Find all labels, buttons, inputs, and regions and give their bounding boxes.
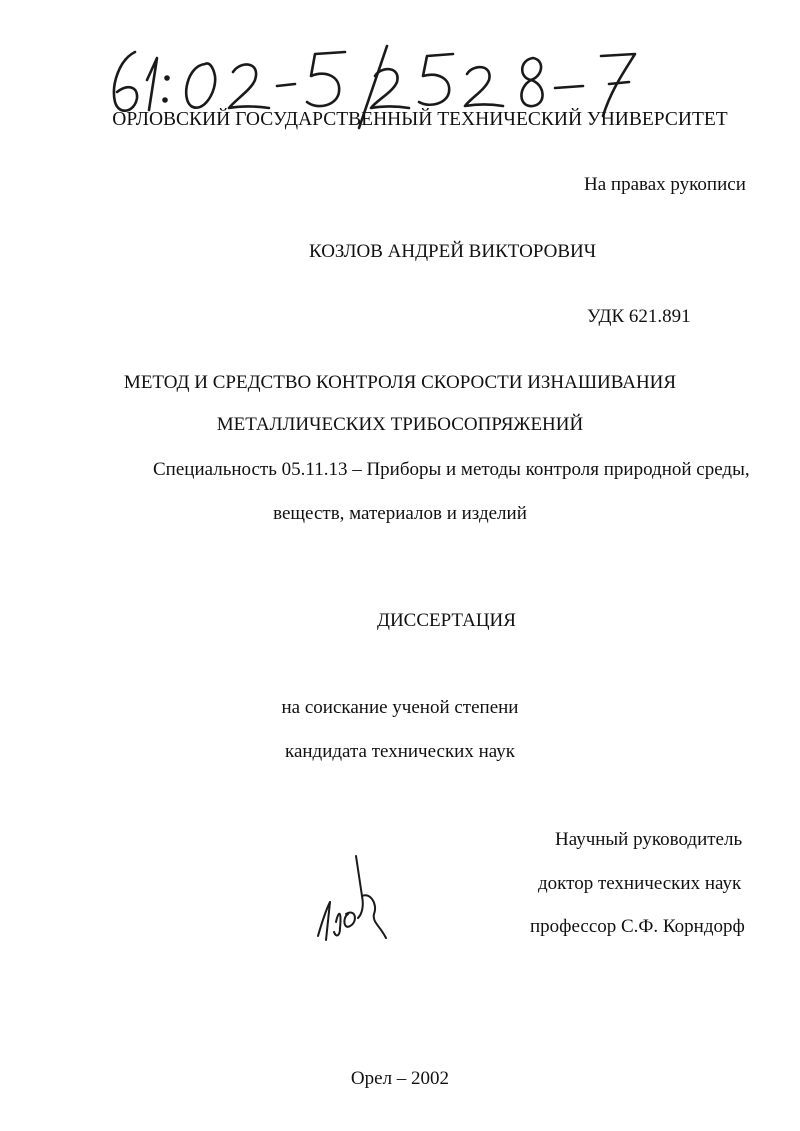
university-name: ОРЛОВСКИЙ ГОСУДАРСТВЕННЫЙ ТЕХНИЧЕСКИЙ УНИВЕРСИТЕТ — [112, 109, 728, 130]
degree-line-1: на соискание ученой степени — [281, 697, 519, 718]
supervisor-name: профессор С.Ф. Корндорф — [530, 916, 745, 937]
place-year: Орел – 2002 — [350, 1068, 450, 1089]
handwritten-signature — [312, 852, 392, 952]
author-name: КОЗЛОВ АНДРЕЙ ВИКТОРОВИЧ — [309, 241, 597, 262]
supervisor-title: Научный руководитель — [555, 829, 743, 850]
title-line-2: МЕТАЛЛИЧЕСКИХ ТРИБОСОПРЯЖЕНИЙ — [216, 414, 584, 435]
specialty-line-1: Специальность 05.11.13 – Приборы и методы контроля природной среды, — [153, 459, 750, 480]
title-line-1: МЕТОД И СРЕДСТВО КОНТРОЛЯ СКОРОСТИ ИЗНАШИВАНИЯ — [123, 372, 677, 393]
manuscript-note: На правах рукописи — [584, 174, 746, 195]
supervisor-degree: доктор технических наук — [538, 873, 742, 894]
document-type: ДИССЕРТАЦИЯ — [377, 610, 516, 631]
degree-line-2: кандидата технических наук — [285, 741, 515, 762]
udc-code: УДК 621.891 — [587, 306, 691, 327]
specialty-line-2: веществ, материалов и изделий — [273, 503, 527, 524]
